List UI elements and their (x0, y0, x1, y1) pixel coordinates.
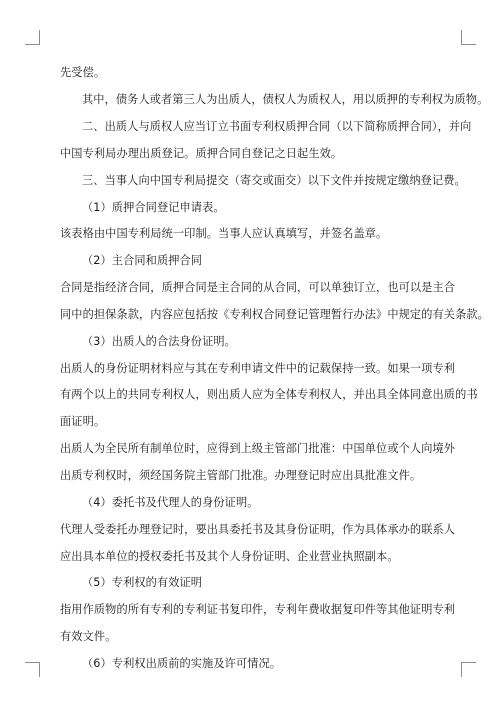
text-line: （2）主合同和质押合同 (82, 254, 203, 267)
text-line: 出质人为全民所有制单位时，应得到上级主管部门批准：中国单位或个人向境外 (60, 442, 456, 455)
text-line: 中国专利局办理出质登记。质押合同自登记之日起生效。 (60, 147, 343, 160)
text-line: 有效文件。 (60, 630, 117, 643)
crop-mark-bottom-left (25, 662, 40, 677)
text-line: （1）质押合同登记申请表。 (82, 201, 225, 214)
text-line: （5）专利权的有效证明 (82, 576, 203, 589)
text-line: 先受偿。 (60, 66, 106, 79)
text-line: （4）委托书及代理人的身份证明。 (82, 496, 259, 509)
text-line: 该表格由中国专利局统一印制。当事人应认真填写，并签名盖章。 (60, 227, 388, 240)
text-line: 面证明。 (60, 415, 106, 428)
text-line: （6）专利权出质前的实施及许可情况。 (82, 657, 282, 670)
crop-mark-bottom-right (461, 662, 476, 677)
text-line: 其中，债务人或者第三人为出质人，债权人为质权人，用以质押的专利权为质物。 (82, 93, 489, 106)
text-line: 出质专利权时，须经国务院主管部门批准。办理登记时应出具批准文件。 (60, 469, 422, 482)
text-line: 同中的担保条款，内容应包括按《专利权合同登记管理暂行办法》中规定的有关条款。 (60, 308, 489, 321)
text-line: 出质人的身份证明材料应与其在专利申请文件中的记载保持一致。如果一项专利 (60, 362, 456, 375)
text-line: 三、当事人向中国专利局提交（寄交或面交）以下文件并按规定缴纳登记费。 (82, 174, 466, 187)
text-line: 二、出质人与质权人应当订立书面专利权质押合同（以下简称质押合同），并向 (82, 120, 472, 133)
text-line: 合同是指经济合同，质押合同是主合同的从合同，可以单独订立，也可以是主合 (60, 281, 456, 294)
crop-mark-top-right (461, 30, 476, 45)
text-line: 代理人受委托办理登记时，要出具委托书及其身份证明，作为具体承办的联系人 (60, 523, 456, 536)
text-line: 应出具本单位的授权委托书及其个人身份证明、企业营业执照副本。 (60, 550, 399, 563)
text-line: 有两个以上的共同专利权人，则出质人应为全体专利权人，并出具全体同意出质的书 (60, 388, 478, 401)
text-line: （3）出质人的合法身份证明。 (82, 335, 236, 348)
text-line: 指用作质物的所有专利的专利证书复印件，专利年费收据复印件等其他证明专利 (60, 603, 456, 616)
crop-mark-top-left (25, 30, 40, 45)
